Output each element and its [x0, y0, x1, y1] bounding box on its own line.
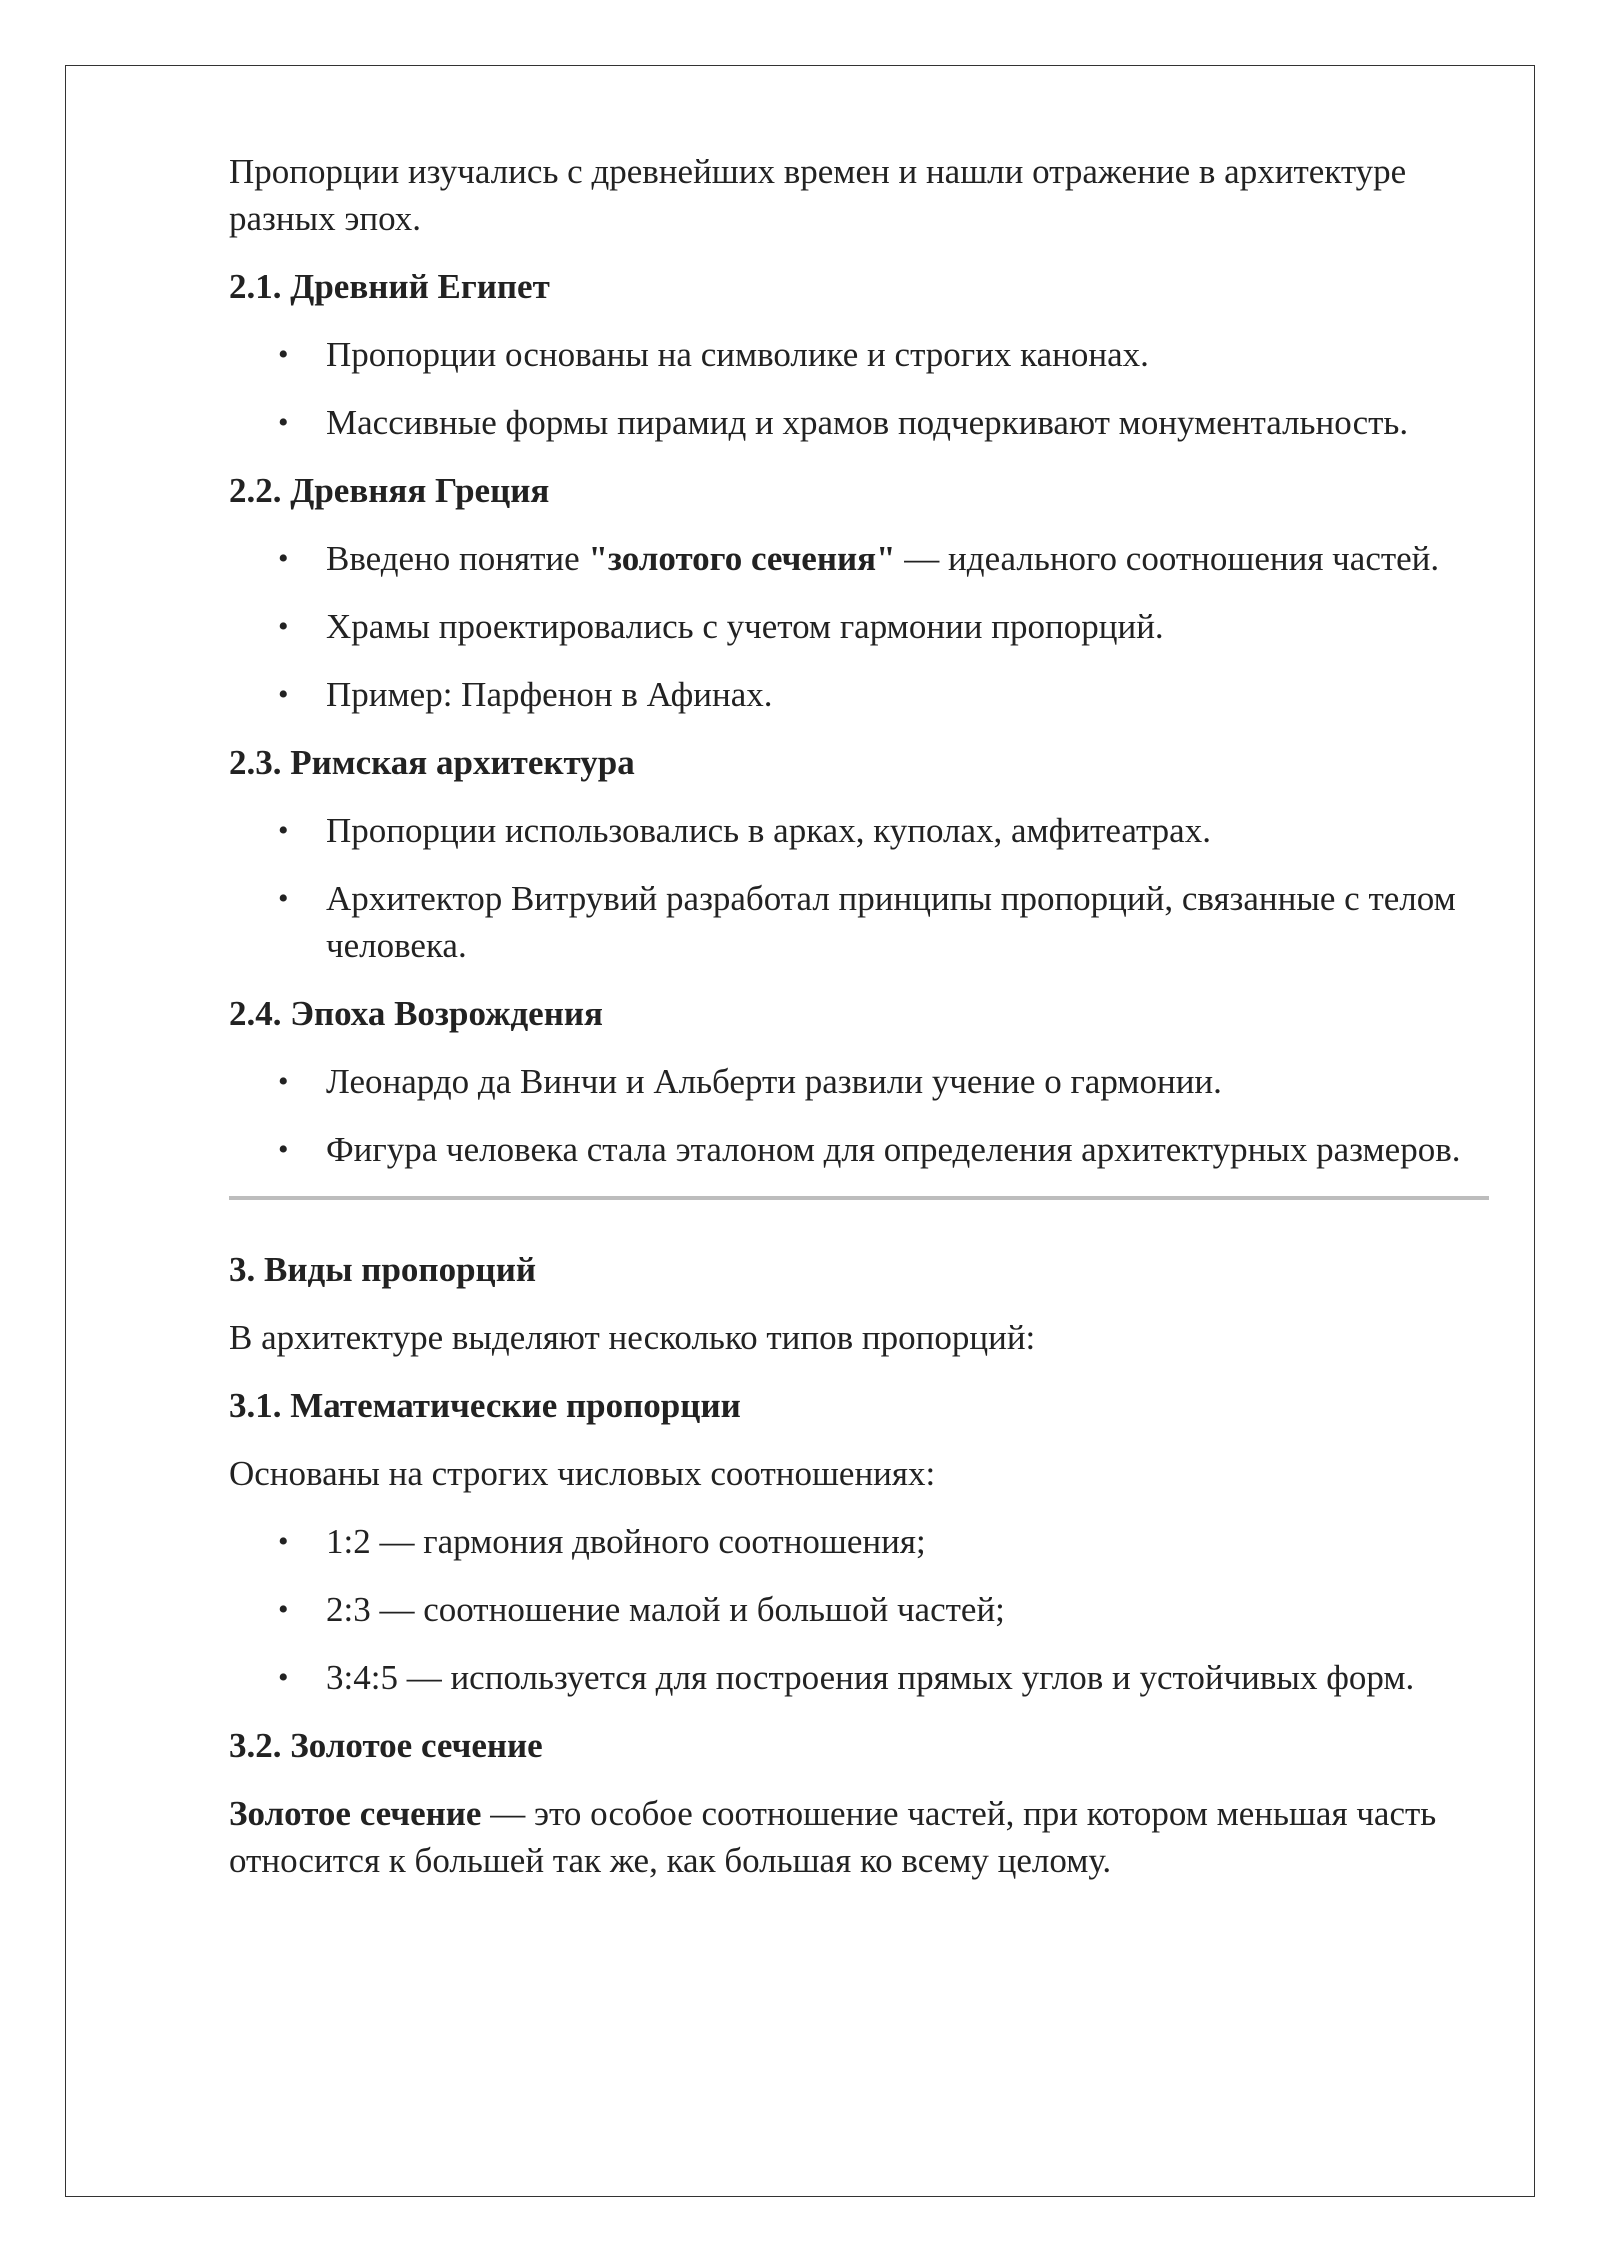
bullet-icon: • [278, 1133, 289, 1166]
list-item: • Архитектор Витрувий разработал принципы пропорций, связанные с телом человека. [229, 875, 1489, 969]
list-item: • 2:3 — соотношение малой и большой частей; [229, 1586, 1489, 1633]
list-item: • Пропорции основаны на символике и строгих канонах. [229, 331, 1489, 378]
horizontal-rule [229, 1196, 1489, 1200]
document-content [229, 148, 1489, 1905]
types-intro: В архитектуре выделяют несколько типов пропорций: [229, 1318, 1036, 1357]
list-item: • 1:2 — гармония двойного соотношения; [229, 1518, 1489, 1565]
bullet-icon: • [278, 678, 289, 711]
list-item: • Пропорции использовались в арках, куполах, амфитеатрах. [229, 807, 1489, 854]
bullet-icon: • [278, 338, 289, 371]
heading-math: 3.1. Математические пропорции [229, 1386, 741, 1425]
list-greece [229, 535, 1489, 718]
math-intro: Основаны на строгих числовых соотношениях: [229, 1454, 936, 1493]
list-item: • Фигура человека стала эталоном для определения архитектурных размеров. [229, 1126, 1489, 1173]
golden-ratio-term: "золотого сечения" [588, 539, 896, 578]
heading-types: 3. Виды пропорций [229, 1250, 537, 1289]
list-renaissance [229, 1058, 1489, 1173]
list-egypt [229, 331, 1489, 446]
golden-term: Золотое сечение [229, 1794, 482, 1833]
list-item: • 3:4:5 — используется для построения прямых углов и устойчивых форм. [229, 1654, 1489, 1701]
heading-renaissance: 2.4. Эпоха Возрождения [229, 994, 603, 1033]
list-item: • Массивные формы пирамид и храмов подчеркивают монументальность. [229, 399, 1489, 446]
list-item: • Введено понятие "золотого сечения" — идеального соотношения частей. [229, 535, 1489, 582]
bullet-icon: • [278, 542, 289, 575]
heading-greece: 2.2. Древняя Греция [229, 471, 550, 510]
bullet-icon: • [278, 1525, 289, 1558]
bullet-icon: • [278, 610, 289, 643]
intro-paragraph: Пропорции изучались с древнейших времен и нашли отражение в архитектуре разных эпох. [229, 152, 1407, 238]
heading-egypt: 2.1. Древний Египет [229, 267, 550, 306]
bullet-icon: • [278, 1065, 289, 1098]
heading-golden: 3.2. Золотое сечение [229, 1726, 543, 1765]
list-item: • Пример: Парфенон в Афинах. [229, 671, 1489, 718]
bullet-icon: • [278, 882, 289, 915]
heading-rome: 2.3. Римская архитектура [229, 743, 635, 782]
bullet-icon: • [278, 406, 289, 439]
list-item: • Храмы проектировались с учетом гармонии пропорций. [229, 603, 1489, 650]
list-item: • Леонардо да Винчи и Альберти развили учение о гармонии. [229, 1058, 1489, 1105]
list-rome [229, 807, 1489, 969]
bullet-icon: • [278, 1661, 289, 1694]
bullet-icon: • [278, 814, 289, 847]
bullet-icon: • [278, 1593, 289, 1626]
golden-paragraph: Золотое сечение — это особое соотношение частей, при котором меньшая часть относится к большей так же, как большая ко всему целому. [229, 1794, 1437, 1880]
list-math [229, 1518, 1489, 1701]
